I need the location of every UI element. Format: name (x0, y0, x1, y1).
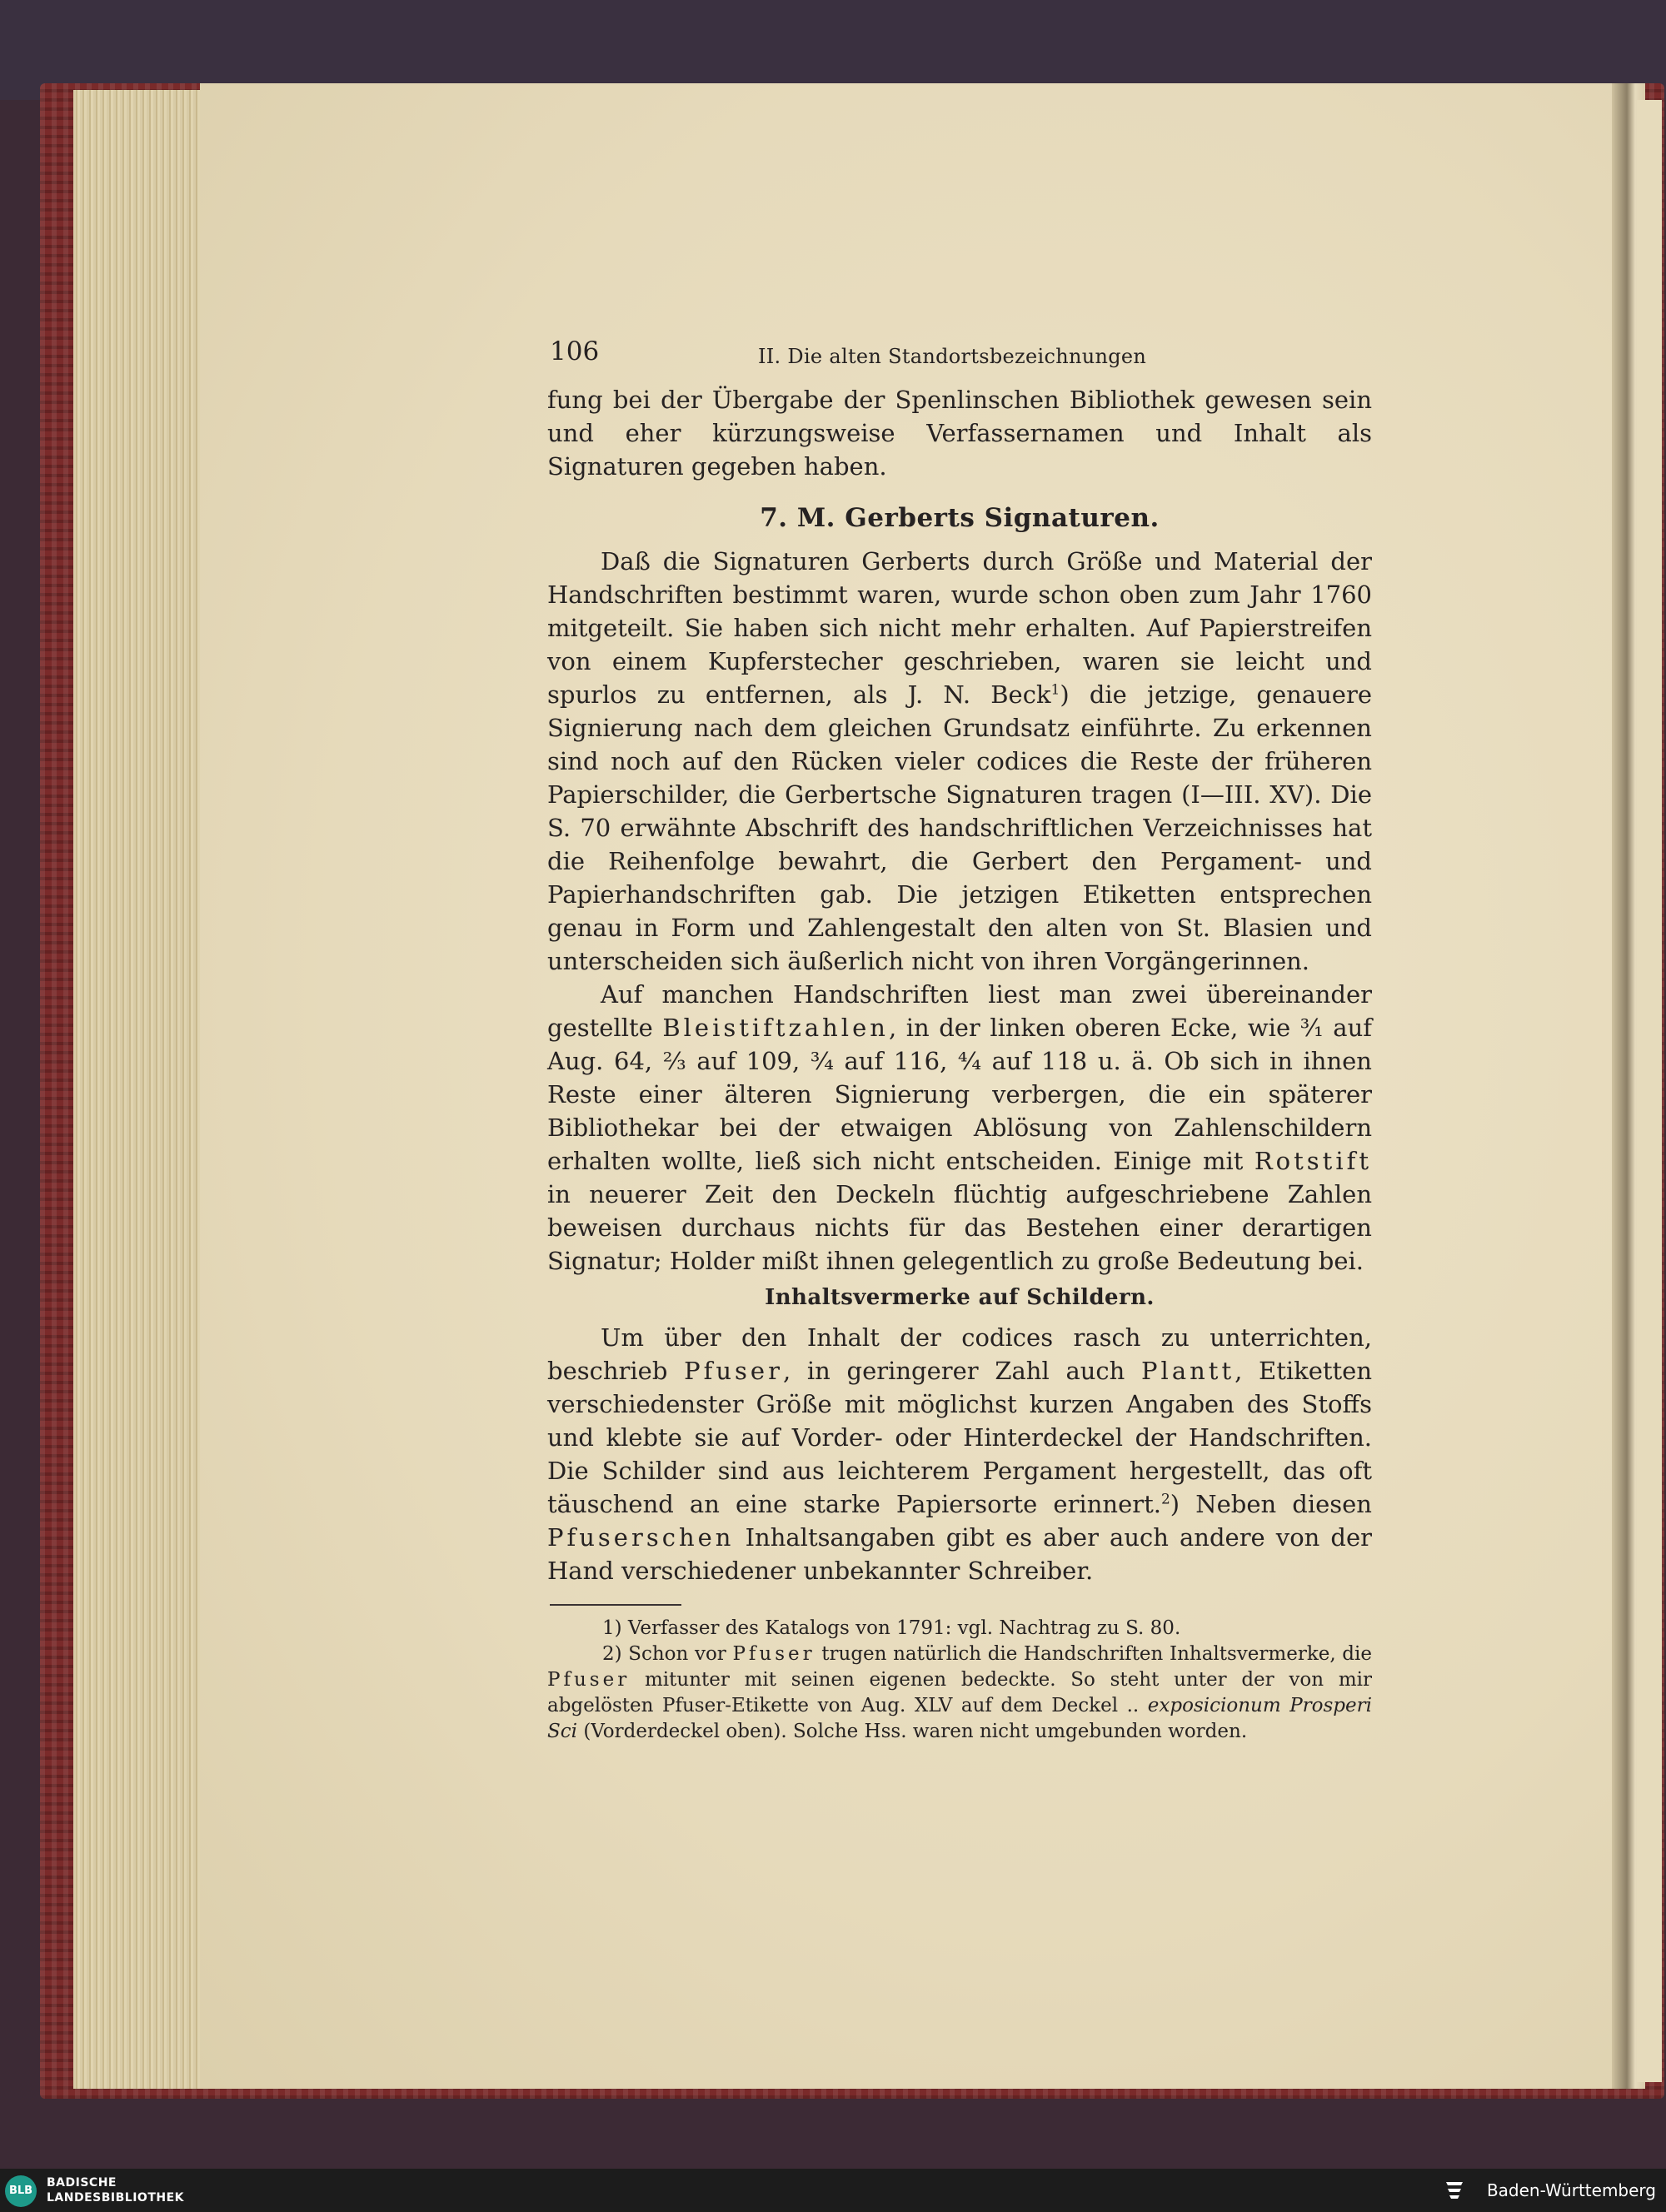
footnote-2-italic-2: Sci (547, 1721, 577, 1742)
viewer-footer-bar (0, 2169, 1666, 2212)
subheading: Inhaltsvermerke auf Schildern. (765, 1285, 1155, 1310)
baden-wuerttemberg-crest-icon (1443, 2177, 1466, 2204)
spaced-name-plantt: Plantt (1141, 1357, 1235, 1385)
footnote-2-text-b: trugen natürlich die Handschriften Inhaltsvermerke, die (821, 1643, 1372, 1665)
blb-logo-icon[interactable]: BLB (5, 2175, 37, 2207)
paragraph-4-text-b: , in geringerer Zahl auch (782, 1357, 1125, 1385)
paragraph-3 (547, 978, 1372, 1278)
footnote-2-italic: exposicionum Prosperi (1147, 1695, 1372, 1716)
running-title: II. Die alten Standortsbezeichnungen (758, 345, 1147, 368)
library-name[interactable] (47, 2175, 184, 2205)
spaced-term-bleistiftzahlen: Bleistiftzahlen (662, 1014, 889, 1042)
footnote-2-spaced-pfuser-2: Pfuser (547, 1669, 631, 1691)
paragraph-4-text-e: Inhaltsangaben gibt es aber auch andere von der Hand verschiedener unbekannter Schreiber. (547, 1523, 1373, 1585)
paragraph-2-text-b: ) die jetzige, genauere Signierung nach dem gleichen Grundsatz einführte. Zu erkennen sind noch auf den Rücken vieler codices die Reste der früheren Papierschilder, die Gerbertsche Signaturen tragen (I—III. XV). Die S. 70 erwähnte Abschrift des handschriftlichen Verzeichnisses hat die Reihenfolge bewahrt, die Gerbert den Pergament- und Papierhandschriften gab. Die jetzigen Etiketten entsprechen genau in Form und Zahlengestalt den alten von St. Blasien und unterscheiden sich äußerlich nicht von ihren Vorgängerinnen. (547, 680, 1372, 975)
footnotes (547, 1616, 1372, 1745)
facing-page-edge (1637, 100, 1662, 2082)
footnote-2-text-c: mitunter mit seinen eigenen bedeckte. So steht unter der von mir abgelösten Pfuser-Etikette von Aug. XLV auf dem Deckel .. (547, 1669, 1372, 1716)
paragraph-1: fung bei der Übergabe der Spenlinschen Bibliothek gewesen sein und eher kürzungsweise Verfassernamen und Inhalt als Signaturen gegeben haben. (547, 386, 1372, 481)
paragraph-2 (547, 545, 1372, 978)
paragraph-4-text-a: Um über den Inhalt der codices rasch zu unterrichten, beschrieb (547, 1323, 1372, 1385)
paragraph-4 (547, 1321, 1372, 1587)
footnote-ref-1: 1 (1050, 681, 1060, 699)
spaced-term-rotstift: Rotstift (1254, 1147, 1372, 1175)
state-label[interactable]: Baden-Württemberg (1486, 2180, 1656, 2200)
library-name-line-1: BADISCHE (47, 2176, 117, 2190)
footnote-2 (547, 1642, 1372, 1745)
paragraph-3-text-b: , in der linken oberen Ecke, wie ³⁄₁ auf Aug. 64, ²⁄₃ auf 109, ³⁄₄ auf 116, ⁴⁄₄ auf 118 u. ä. Ob sich in ihnen Reste einer älteren Signierung verbergen, die ein späterer Bibliothekar bei der etwaigen Ablösung von Zahlenschildern erhalten wollte, ließ sich nicht entscheiden. Einige mit (547, 1014, 1372, 1175)
spaced-name-pfuser: Pfuser (684, 1357, 783, 1385)
footnote-2-text-a: 2) Schon vor (602, 1643, 726, 1665)
paragraph-2-text-a: Daß die Signaturen Gerberts durch Größe und Material der Handschriften bestimmt waren, wurde schon oben zum Jahr 1760 mitgeteilt. Sie haben sich nicht mehr erhalten. Auf Papierstreifen von einem Kupferstecher geschrieben, waren sie leicht und spurlos zu entfernen, als J. N. Beck (547, 547, 1372, 709)
running-header (547, 335, 1372, 375)
section-title: 7. M. Gerberts Signaturen. (760, 503, 1160, 533)
paragraph-3-text-a: Auf manchen Handschriften liest man zwei übereinander gestellte (547, 980, 1372, 1042)
paragraph-3-text-c: in neuerer Zeit den Deckeln flüchtig aufgeschriebene Zahlen beweisen durchaus nichts für das Bestehen einer derartigen Signatur; Holder mißt ihnen gelegentlich zu große Bedeutung bei. (547, 1180, 1372, 1275)
footnote-2-spaced-pfuser: Pfuser (732, 1643, 816, 1665)
footnote-1: 1) Verfasser des Katalogs von 1791: vgl. Nachtrag zu S. 80. (602, 1617, 1181, 1639)
spaced-name-pfuserschen: Pfuserschen (547, 1523, 735, 1552)
page-content (547, 335, 1372, 1745)
page-edges (73, 90, 215, 2089)
paragraph-4-text-d: ) Neben diesen (1170, 1490, 1372, 1518)
paragraph-4-text-c: , Etiketten verschiedenster Größe mit möglichst kurzen Angaben des Stoffs und klebte sie auf Vorder- oder Hinterdeckel der Handschriften. Die Schilder sind aus leichterem Pergament hergestellt, das oft täuschend an eine starke Papiersorte erinnert. (547, 1357, 1373, 1518)
footnote-2-text-d: (Vorderdeckel oben). Solche Hss. waren nicht umgebunden worden. (583, 1721, 1248, 1742)
library-name-line-2: LANDESBIBLIOTHEK (47, 2191, 185, 2205)
footnote-ref-2: 2 (1160, 1491, 1170, 1508)
page-number: 106 (550, 336, 600, 366)
footnote-rule (550, 1604, 681, 1606)
